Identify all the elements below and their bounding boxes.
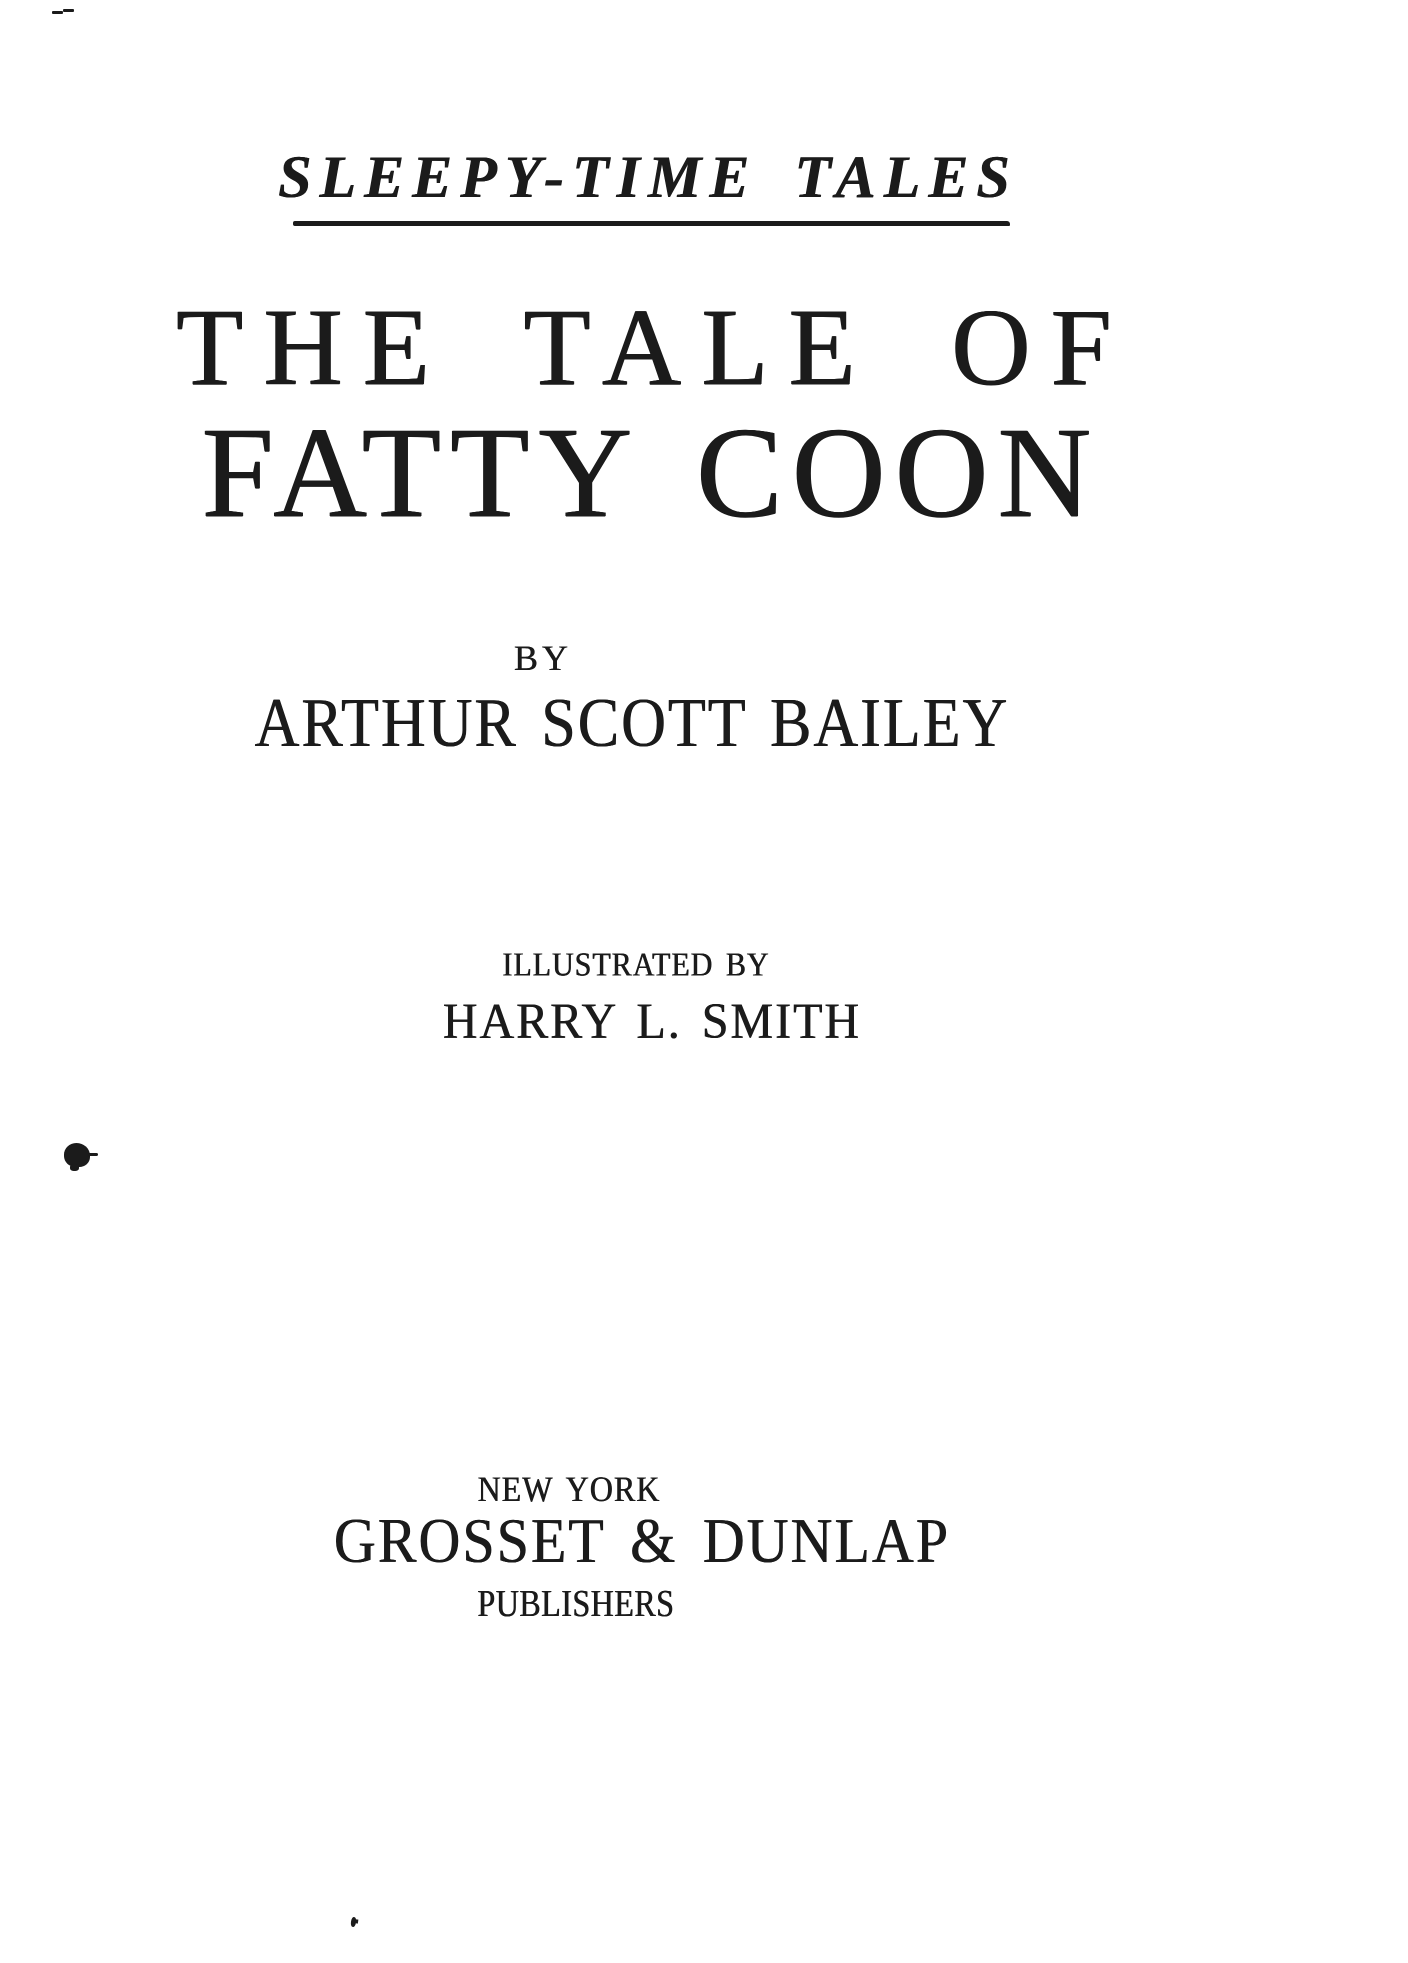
pencil-dash-mark	[52, 11, 63, 14]
ink-blot-artifact	[64, 1143, 90, 1167]
illustrated-by-label: ILLUSTRATED BY	[502, 945, 770, 984]
byline-label: BY	[513, 638, 573, 678]
book-title-line-1: THE TALE OF	[176, 286, 1132, 408]
author-name: ARTHUR SCOTT BAILEY	[254, 685, 1010, 762]
series-title: SLEEPY-TIME TALES	[278, 144, 1018, 210]
imprint-role: PUBLISHERS	[477, 1581, 675, 1625]
imprint-city: NEW YORK	[477, 1468, 661, 1510]
imprint-publisher-name: GROSSET & DUNLAP	[333, 1504, 951, 1577]
series-title-underline	[293, 221, 1010, 226]
book-title-line-2: FATTY COON	[201, 401, 1101, 545]
illustrator-name: HARRY L. SMITH	[442, 993, 862, 1050]
pencil-dash-mark	[63, 9, 74, 12]
ink-speck-artifact	[350, 1917, 356, 1928]
